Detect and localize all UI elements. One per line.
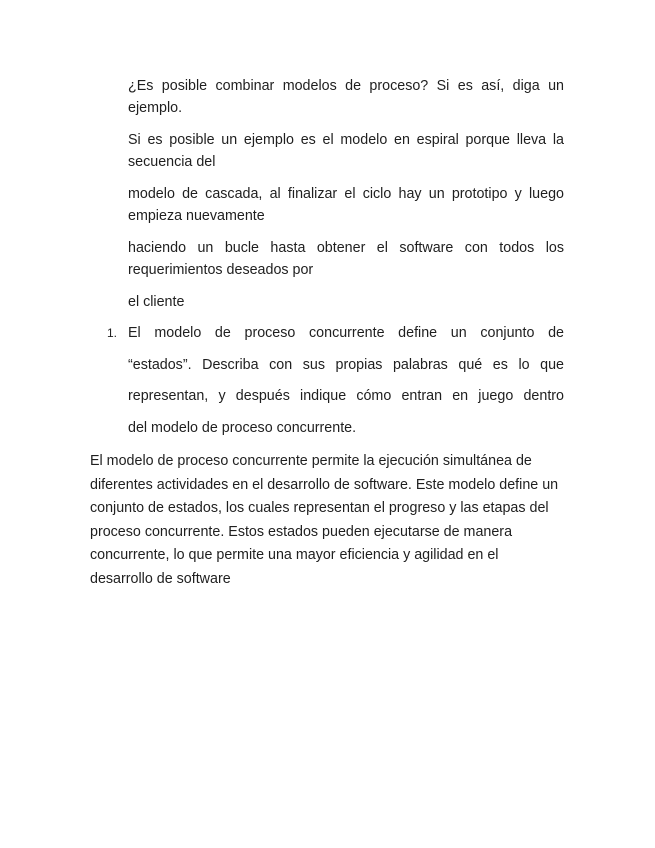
list-number: 1. — [107, 326, 118, 340]
answer-spiral-line-1: Si es posible un ejemplo es el modelo en espiral porque lleva la secuencia del — [128, 132, 564, 170]
question-concurrent-line-2: “estados”. Describa con sus propias palabras qué es lo que — [128, 357, 564, 373]
answer-spiral-line-2: modelo de cascada, al finalizar el ciclo hay un prototipo y luego empieza nuevamente — [128, 186, 564, 224]
answer-spiral-line-3: haciendo un bucle hasta obtener el software con todos los requerimientos deseados por — [128, 240, 564, 278]
answer-concurrent-model: El modelo de proceso concurrente permite la ejecución simultánea de diferentes actividades en el desarrollo de software. Este modelo define un conjunto de estados, los cuales representan el progreso y las etapas del proceso concurrente. Estos estados pueden ejecutarse de manera concurrente, lo que permite una mayor eficiencia y agilidad en el desarrollo de software — [90, 453, 559, 587]
question-concurrent-line-1: El modelo de proceso concurrente define un conjunto de — [128, 325, 564, 341]
question-combine-models: ¿Es posible combinar modelos de proceso? Si es así, diga un ejemplo. — [128, 78, 564, 116]
question-concurrent-line-4: del modelo de proceso concurrente. — [128, 420, 357, 436]
answer-spiral-line-4: el cliente — [128, 294, 185, 310]
question-concurrent-line-3: representan, y después indique cómo entran en juego dentro — [128, 388, 564, 404]
